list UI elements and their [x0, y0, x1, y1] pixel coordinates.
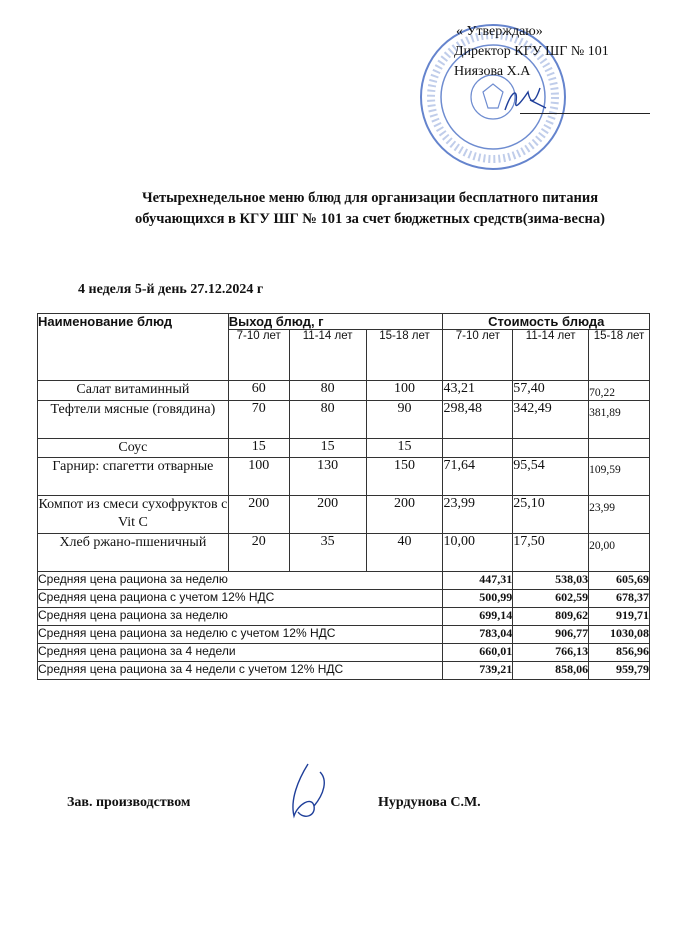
weight-7-10: 70 — [228, 401, 289, 439]
header-cost-15-18: 15-18 лет — [589, 330, 650, 381]
summary-15-18: 856,96 — [589, 644, 650, 662]
summary-row — [38, 626, 650, 644]
cost-15-18: 20,00 — [589, 534, 650, 572]
weight-7-10: 100 — [228, 458, 289, 496]
cost-7-10: 43,21 — [443, 381, 513, 401]
weight-7-10: 20 — [228, 534, 289, 572]
header-age-7-10: 7-10 лет — [228, 330, 289, 381]
summary-row — [38, 572, 650, 590]
weight-11-14: 130 — [289, 458, 366, 496]
cost-11-14: 57,40 — [513, 381, 589, 401]
summary-label: Средняя цена рациона за неделю — [38, 608, 443, 626]
cost-11-14: 95,54 — [513, 458, 589, 496]
summary-15-18: 678,37 — [589, 590, 650, 608]
weight-11-14: 15 — [289, 439, 366, 458]
summary-label: Средняя цена рациона за 4 недели — [38, 644, 443, 662]
weight-11-14: 80 — [289, 381, 366, 401]
summary-15-18: 959,79 — [589, 662, 650, 680]
cost-11-14: 342,49 — [513, 401, 589, 439]
title-line-1: Четырехнедельное меню блюд для организации бесплатного питания — [141, 190, 599, 206]
summary-row — [38, 590, 650, 608]
dish-name: Компот из смеси сухофруктов с Vit C — [38, 496, 229, 534]
summary-15-18: 1030,08 — [589, 626, 650, 644]
summary-15-18: 605,69 — [589, 572, 650, 590]
cost-7-10: 298,48 — [443, 401, 513, 439]
weight-15-18: 90 — [366, 401, 443, 439]
cost-7-10: 71,64 — [443, 458, 513, 496]
approval-heading: « Утверждаю» — [456, 24, 543, 39]
weight-11-14: 80 — [289, 401, 366, 439]
summary-15-18: 919,71 — [589, 608, 650, 626]
header-age-15-18: 15-18 лет — [366, 330, 443, 381]
summary-7-10: 739,21 — [443, 662, 513, 680]
cost-7-10: 10,00 — [443, 534, 513, 572]
cost-15-18: 23,99 — [589, 496, 650, 534]
cost-7-10: 23,99 — [443, 496, 513, 534]
summary-11-14: 766,13 — [513, 644, 589, 662]
weight-15-18: 100 — [366, 381, 443, 401]
summary-label: Средняя цена рациона за 4 недели с учетом 12% НДС — [38, 662, 443, 680]
summary-label: Средняя цена рациона за неделю с учетом 12% НДС — [38, 626, 443, 644]
table-row — [38, 401, 650, 439]
weight-11-14: 200 — [289, 496, 366, 534]
summary-label: Средняя цена рациона с учетом 12% НДС — [38, 590, 443, 608]
weight-15-18: 40 — [366, 534, 443, 572]
footer-position: Зав. производством — [67, 795, 191, 810]
table-row — [38, 439, 650, 458]
cost-11-14: 17,50 — [513, 534, 589, 572]
table-header-row — [38, 314, 650, 330]
dish-name: Салат витаминный — [38, 381, 229, 401]
summary-11-14: 906,77 — [513, 626, 589, 644]
title-line-2: обучающихся в КГУ ШГ № 101 за счет бюджетных средств(зима-весна) — [135, 211, 605, 227]
summary-7-10: 660,01 — [443, 644, 513, 662]
summary-7-10: 500,99 — [443, 590, 513, 608]
summary-row — [38, 608, 650, 626]
cost-15-18: 70,22 — [589, 381, 650, 401]
weight-7-10: 200 — [228, 496, 289, 534]
weight-11-14: 35 — [289, 534, 366, 572]
approval-position: Директор КГУ ШГ № 101 — [454, 44, 609, 59]
dish-name: Хлеб ржано-пшеничный — [38, 534, 229, 572]
cost-11-14 — [513, 439, 589, 458]
cost-15-18 — [589, 439, 650, 458]
summary-11-14: 858,06 — [513, 662, 589, 680]
table-row — [38, 496, 650, 534]
table-row — [38, 534, 650, 572]
document-title — [60, 188, 680, 230]
summary-7-10: 783,04 — [443, 626, 513, 644]
cost-11-14: 25,10 — [513, 496, 589, 534]
summary-7-10: 699,14 — [443, 608, 513, 626]
summary-7-10: 447,31 — [443, 572, 513, 590]
header-cost: Стоимость блюда — [443, 314, 650, 330]
director-signature — [500, 80, 560, 120]
cost-15-18: 109,59 — [589, 458, 650, 496]
weight-15-18: 150 — [366, 458, 443, 496]
dish-name: Тефтели мясные (говядина) — [38, 401, 229, 439]
summary-11-14: 602,59 — [513, 590, 589, 608]
table-row — [38, 381, 650, 401]
header-dish-name: Наименование блюд — [38, 314, 229, 381]
summary-11-14: 809,62 — [513, 608, 589, 626]
header-age-11-14: 11-14 лет — [289, 330, 366, 381]
approval-name: Ниязова Х.А — [454, 64, 531, 79]
weight-7-10: 60 — [228, 381, 289, 401]
weight-15-18: 15 — [366, 439, 443, 458]
summary-label: Средняя цена рациона за неделю — [38, 572, 443, 590]
cost-7-10 — [443, 439, 513, 458]
header-cost-7-10: 7-10 лет — [443, 330, 513, 381]
header-output: Выход блюд, г — [228, 314, 443, 330]
dish-name: Гарнир: спагетти отварные — [38, 458, 229, 496]
summary-row — [38, 662, 650, 680]
cost-15-18: 381,89 — [589, 401, 650, 439]
table-row — [38, 458, 650, 496]
dish-name: Соус — [38, 439, 229, 458]
weight-15-18: 200 — [366, 496, 443, 534]
production-head-signature — [268, 760, 348, 830]
summary-11-14: 538,03 — [513, 572, 589, 590]
footer-person: Нурдунова С.М. — [378, 795, 481, 810]
approval-block — [440, 22, 680, 82]
menu-day-line: 4 неделя 5-й день 27.12.2024 г — [78, 282, 264, 297]
menu-table — [37, 313, 650, 680]
weight-7-10: 15 — [228, 439, 289, 458]
header-cost-11-14: 11-14 лет — [513, 330, 589, 381]
summary-row — [38, 644, 650, 662]
